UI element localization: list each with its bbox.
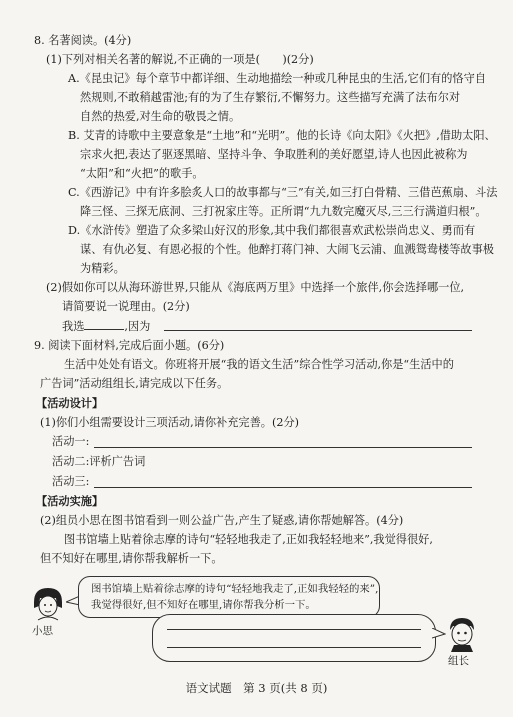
- q8-part1-stem: (1)下列对相关名著的解说,不正确的一项是( )(2分): [46, 53, 314, 66]
- implementation-text-line1: 图书馆墙上贴着徐志摩的诗句“轻轻地我走了,正如我轻轻地来”,我觉得很好,: [64, 533, 433, 546]
- bubble-answer-line-1[interactable]: [167, 629, 421, 630]
- speech-bubble-answer: [152, 614, 436, 662]
- activity-2-label: 活动二:评析广告词: [52, 455, 146, 468]
- implementation-stem: (2)组员小思在图书馆看到一则公益广告,产生了疑惑,请你帮她解答。(4分): [40, 514, 404, 527]
- activity-3-label: 活动三:: [52, 475, 90, 488]
- q9-intro-line2: 广告词”活动组组长,请完成以下任务。: [40, 377, 229, 390]
- q9-title: 9. 阅读下面材料,完成后面小题。(6分): [34, 339, 225, 352]
- q8-part2-stem-line2: 请简要说一说理由。(2分): [62, 300, 190, 313]
- q8-option-d-line2: 谋、有仇必复、有恩必报的个性。他醉打蒋门神、大闹飞云浦、血溅鸳鸯楼等故事极: [80, 243, 494, 256]
- bubble-line1: 图书馆墙上贴着徐志摩的诗句“轻轻地我走了,正如我轻轻的来”,: [91, 583, 379, 595]
- answer-prefix: 我选: [62, 320, 85, 333]
- q8-option-c-line1: C.《西游记》中有许多脍炙人口的故事都与“三”有关,如三打白骨精、三借芭蕉扇、斗法: [68, 186, 498, 199]
- q8-title: 8. 名著阅读。(4分): [34, 34, 132, 47]
- page-footer: 语文试题 第 3 页(共 8 页): [185, 681, 328, 695]
- xiaosi-avatar: [26, 584, 70, 624]
- q8-option-b-line2: 宗求火把,表达了驱逐黑暗、坚持斗争、争取胜利的美好愿望,诗人也因此被称为: [80, 148, 468, 161]
- q8-option-d-line3: 为精彩。: [80, 262, 125, 275]
- q8-option-c-line2: 降三怪、三探无底洞、三打祝家庄等。正所谓“九九数完魔灭尽,三三行满道归根”。: [80, 205, 487, 218]
- reason-answer-line[interactable]: [164, 330, 472, 331]
- answer-mid: ,因为: [124, 320, 151, 333]
- q8-option-d-line1: D.《水浒传》塑造了众多梁山好汉的形象,其中我们都很喜欢武松崇尚忠义、勇而有: [68, 224, 476, 237]
- q8-part2-stem-line1: (2)假如你可以从海环游世界,只能从《海底两万里》中选择一个旅伴,你会选择哪一位,: [46, 281, 465, 294]
- q9-intro-line1: 生活中处处有语文。你班将开展“我的语文生活”综合性学习活动,你是“生活中的: [64, 358, 454, 371]
- speech-bubble-question: [78, 576, 380, 618]
- group-leader-label: 组长: [448, 655, 469, 667]
- xiaosi-label: 小思: [32, 625, 53, 637]
- q8-option-b-line1: B. 艾青的诗歌中主要意象是“土地”和“光明”。他的长诗《向太阳》《火把》,借助太阳、: [68, 129, 496, 142]
- design-heading: 【活动设计】: [36, 396, 104, 410]
- group-leader-avatar: [442, 614, 482, 654]
- implementation-text-line2: 但不知好在哪里,请你帮我解析一下。: [40, 552, 223, 565]
- q8-answer-line: [62, 318, 150, 334]
- implementation-heading: 【活动实施】: [36, 494, 104, 508]
- activity-1-answer-line[interactable]: [94, 447, 472, 448]
- design-stem: (1)你们小组需要设计三项活动,请你补充完善。(2分): [40, 416, 300, 429]
- q8-option-a-line3: 自然的热爱,对生命的敬畏之情。: [80, 110, 241, 123]
- companion-blank[interactable]: [84, 318, 124, 330]
- activity-3-answer-line[interactable]: [94, 487, 472, 488]
- q8-option-b-line3: “太阳”和“火把”的歌手。: [80, 167, 204, 180]
- activity-1-label: 活动一:: [52, 435, 90, 448]
- bubble-line2: 我觉得很好,但不知好在哪里,请你帮我分析一下。: [91, 599, 316, 611]
- q8-option-a-line2: 然规则,不敢稍越雷池;有的为了生存繁衍,不懈努力。这些描写充满了法布尔对: [80, 91, 461, 104]
- q8-option-a-line1: A.《昆虫记》每个章节中都详细、生动地描绘一种或几种昆虫的生活,它们有的恪守自: [68, 72, 486, 85]
- bubble-answer-line-2[interactable]: [167, 647, 421, 648]
